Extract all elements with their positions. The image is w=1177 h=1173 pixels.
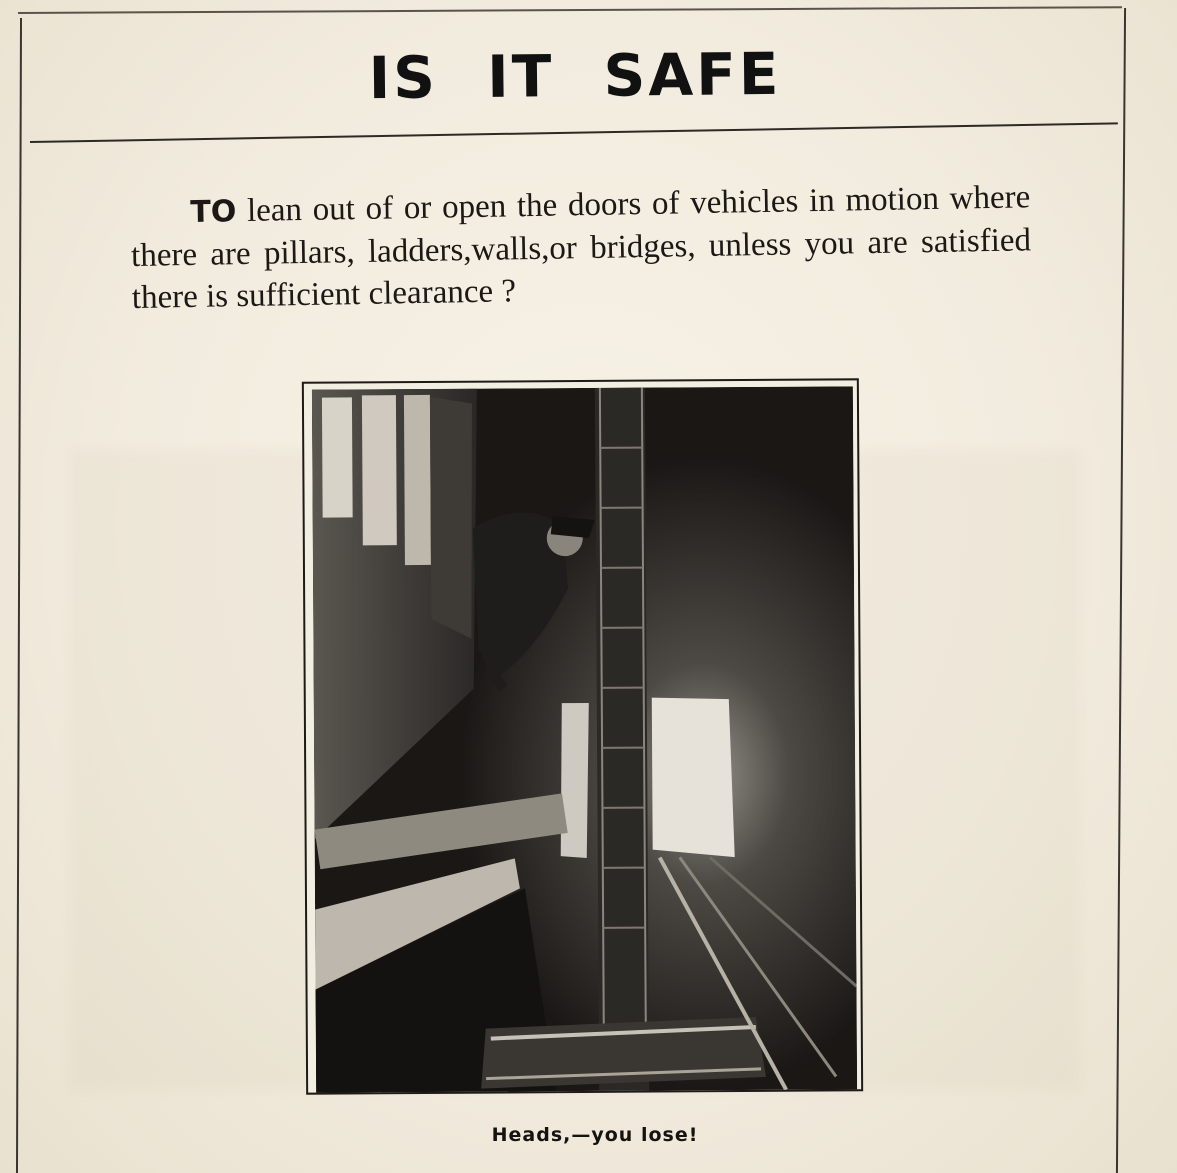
photo-caption: Heads,—you lose! [491, 1124, 699, 1146]
paragraph-lead-word: TO [190, 194, 237, 230]
paragraph-text: lean out of or open the doors of vehicles in motion where there are pillars, ladders,walls,or bridges, unless you are satisfied there is sufficient clearance ? [130, 179, 1032, 316]
photo-frame [302, 378, 863, 1094]
page-title: IS IT SAFE [368, 39, 782, 113]
train-window-tunnel-photo-icon [312, 386, 857, 1092]
warning-paragraph [130, 176, 1032, 319]
